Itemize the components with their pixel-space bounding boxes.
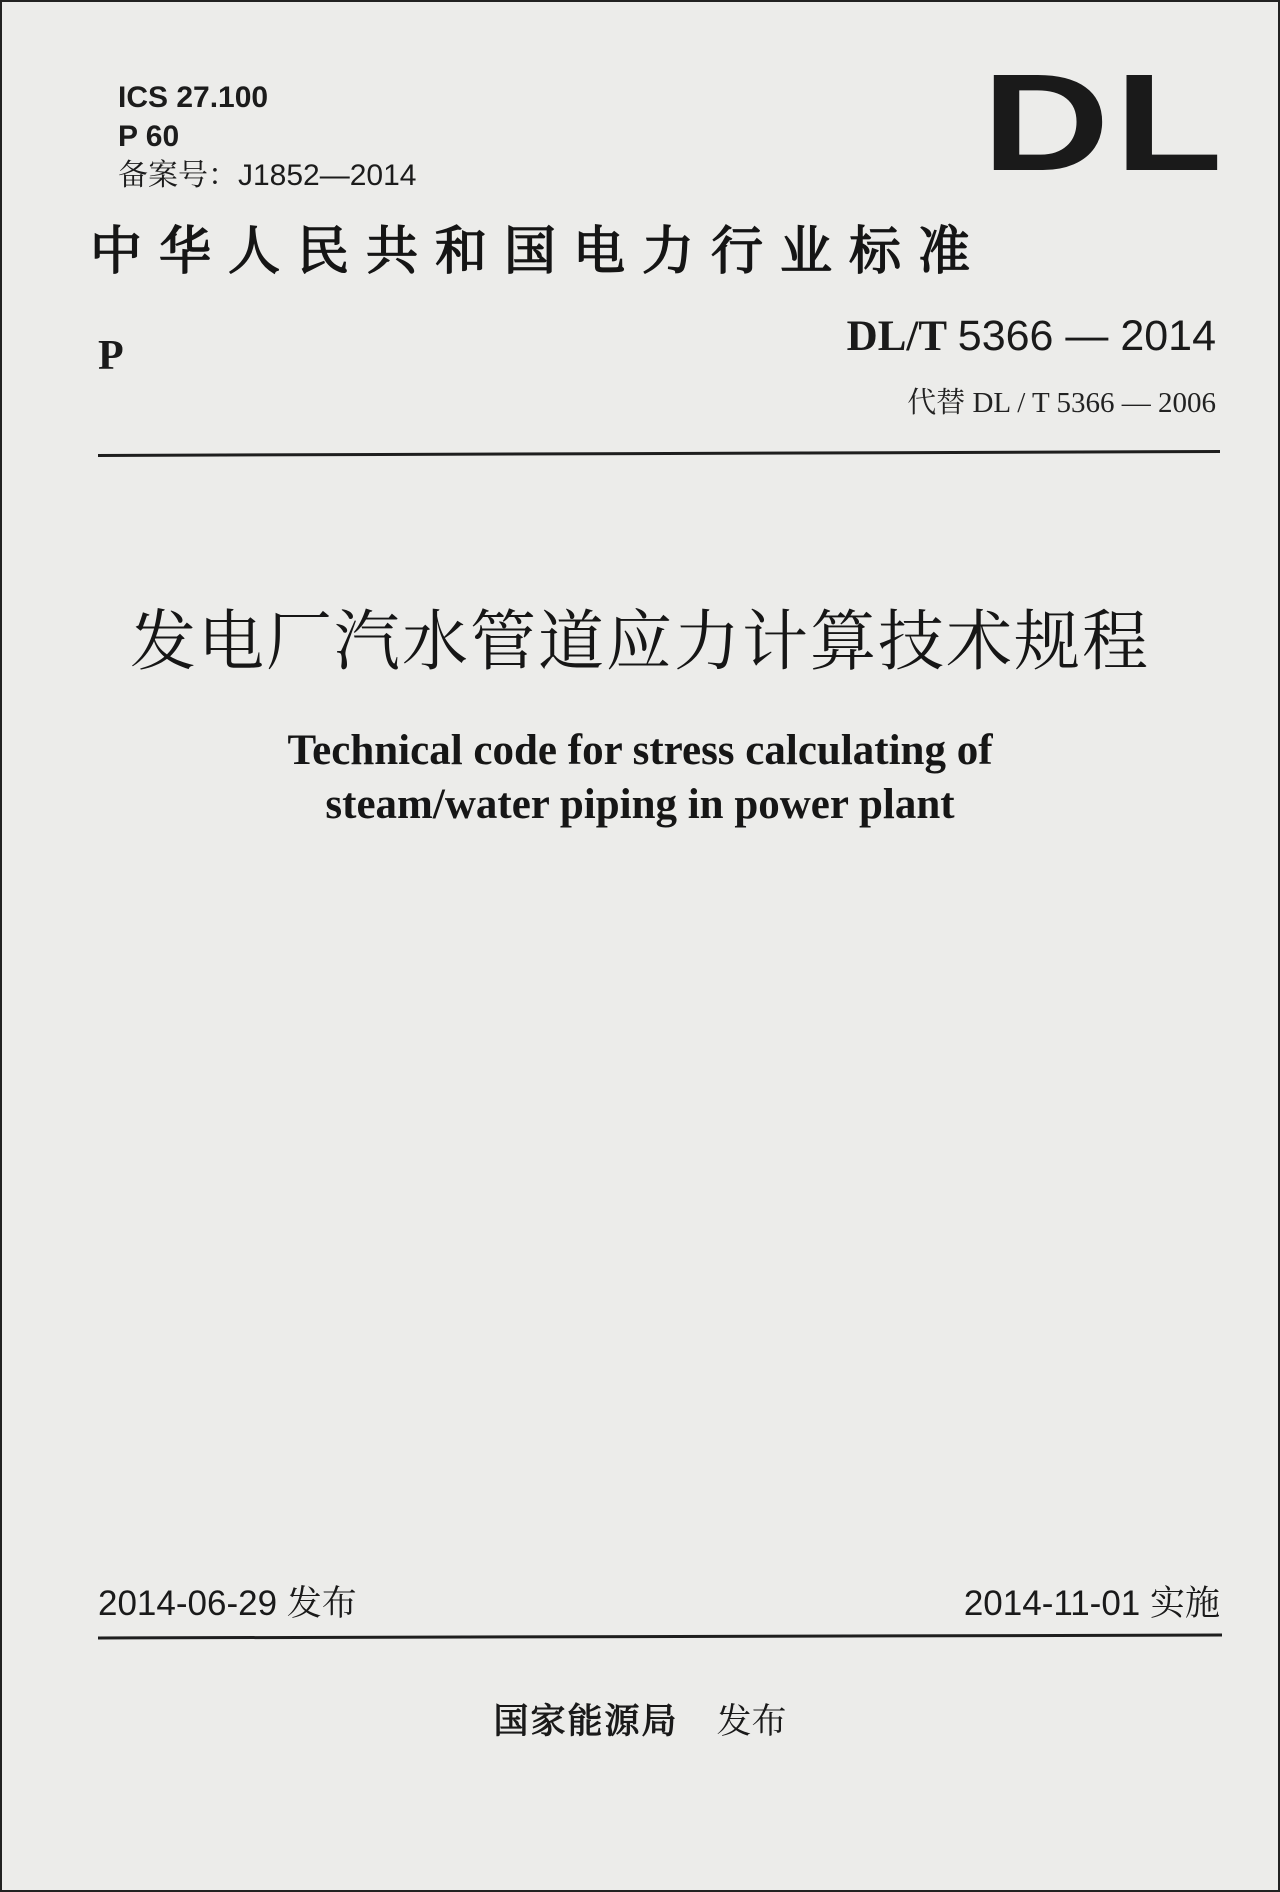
top-divider (98, 450, 1220, 457)
standard-code-number: 5366 — 2014 (957, 312, 1216, 360)
publisher (2, 1694, 1278, 1744)
title-english-line-2: steam/water piping in power plant (325, 781, 955, 828)
standard-type-heading: 中华人民共和国电力行业标准 (90, 222, 988, 282)
standard-code (847, 312, 1216, 361)
issue-date: 2014-06-29 发布 (98, 1584, 357, 1623)
replaces-standard: 代替 DL / T 5366 — 2006 (907, 387, 1216, 419)
bottom-divider (98, 1634, 1222, 1640)
title-english (2, 724, 1278, 832)
standard-code-prefix: DL/T (846, 313, 948, 360)
title-english-line-1: Technical code for stress calculating of (287, 727, 993, 774)
effective-date: 2014-11-01 实施 (963, 1584, 1220, 1623)
class-code: P 60 (118, 120, 180, 153)
publisher-organization: 国家能源局 (493, 1702, 679, 1742)
dl-logo: DL (982, 46, 1228, 200)
title-chinese: 发电厂汽水管道应力计算技术规程 (130, 603, 1150, 680)
filing-number: 备案号：J1852—2014 (118, 159, 417, 192)
ics-code: ICS 27.100 (118, 81, 269, 114)
metadata-block (118, 78, 416, 195)
publisher-action: 发布 (716, 1702, 787, 1742)
classification-letter: P (98, 333, 124, 379)
